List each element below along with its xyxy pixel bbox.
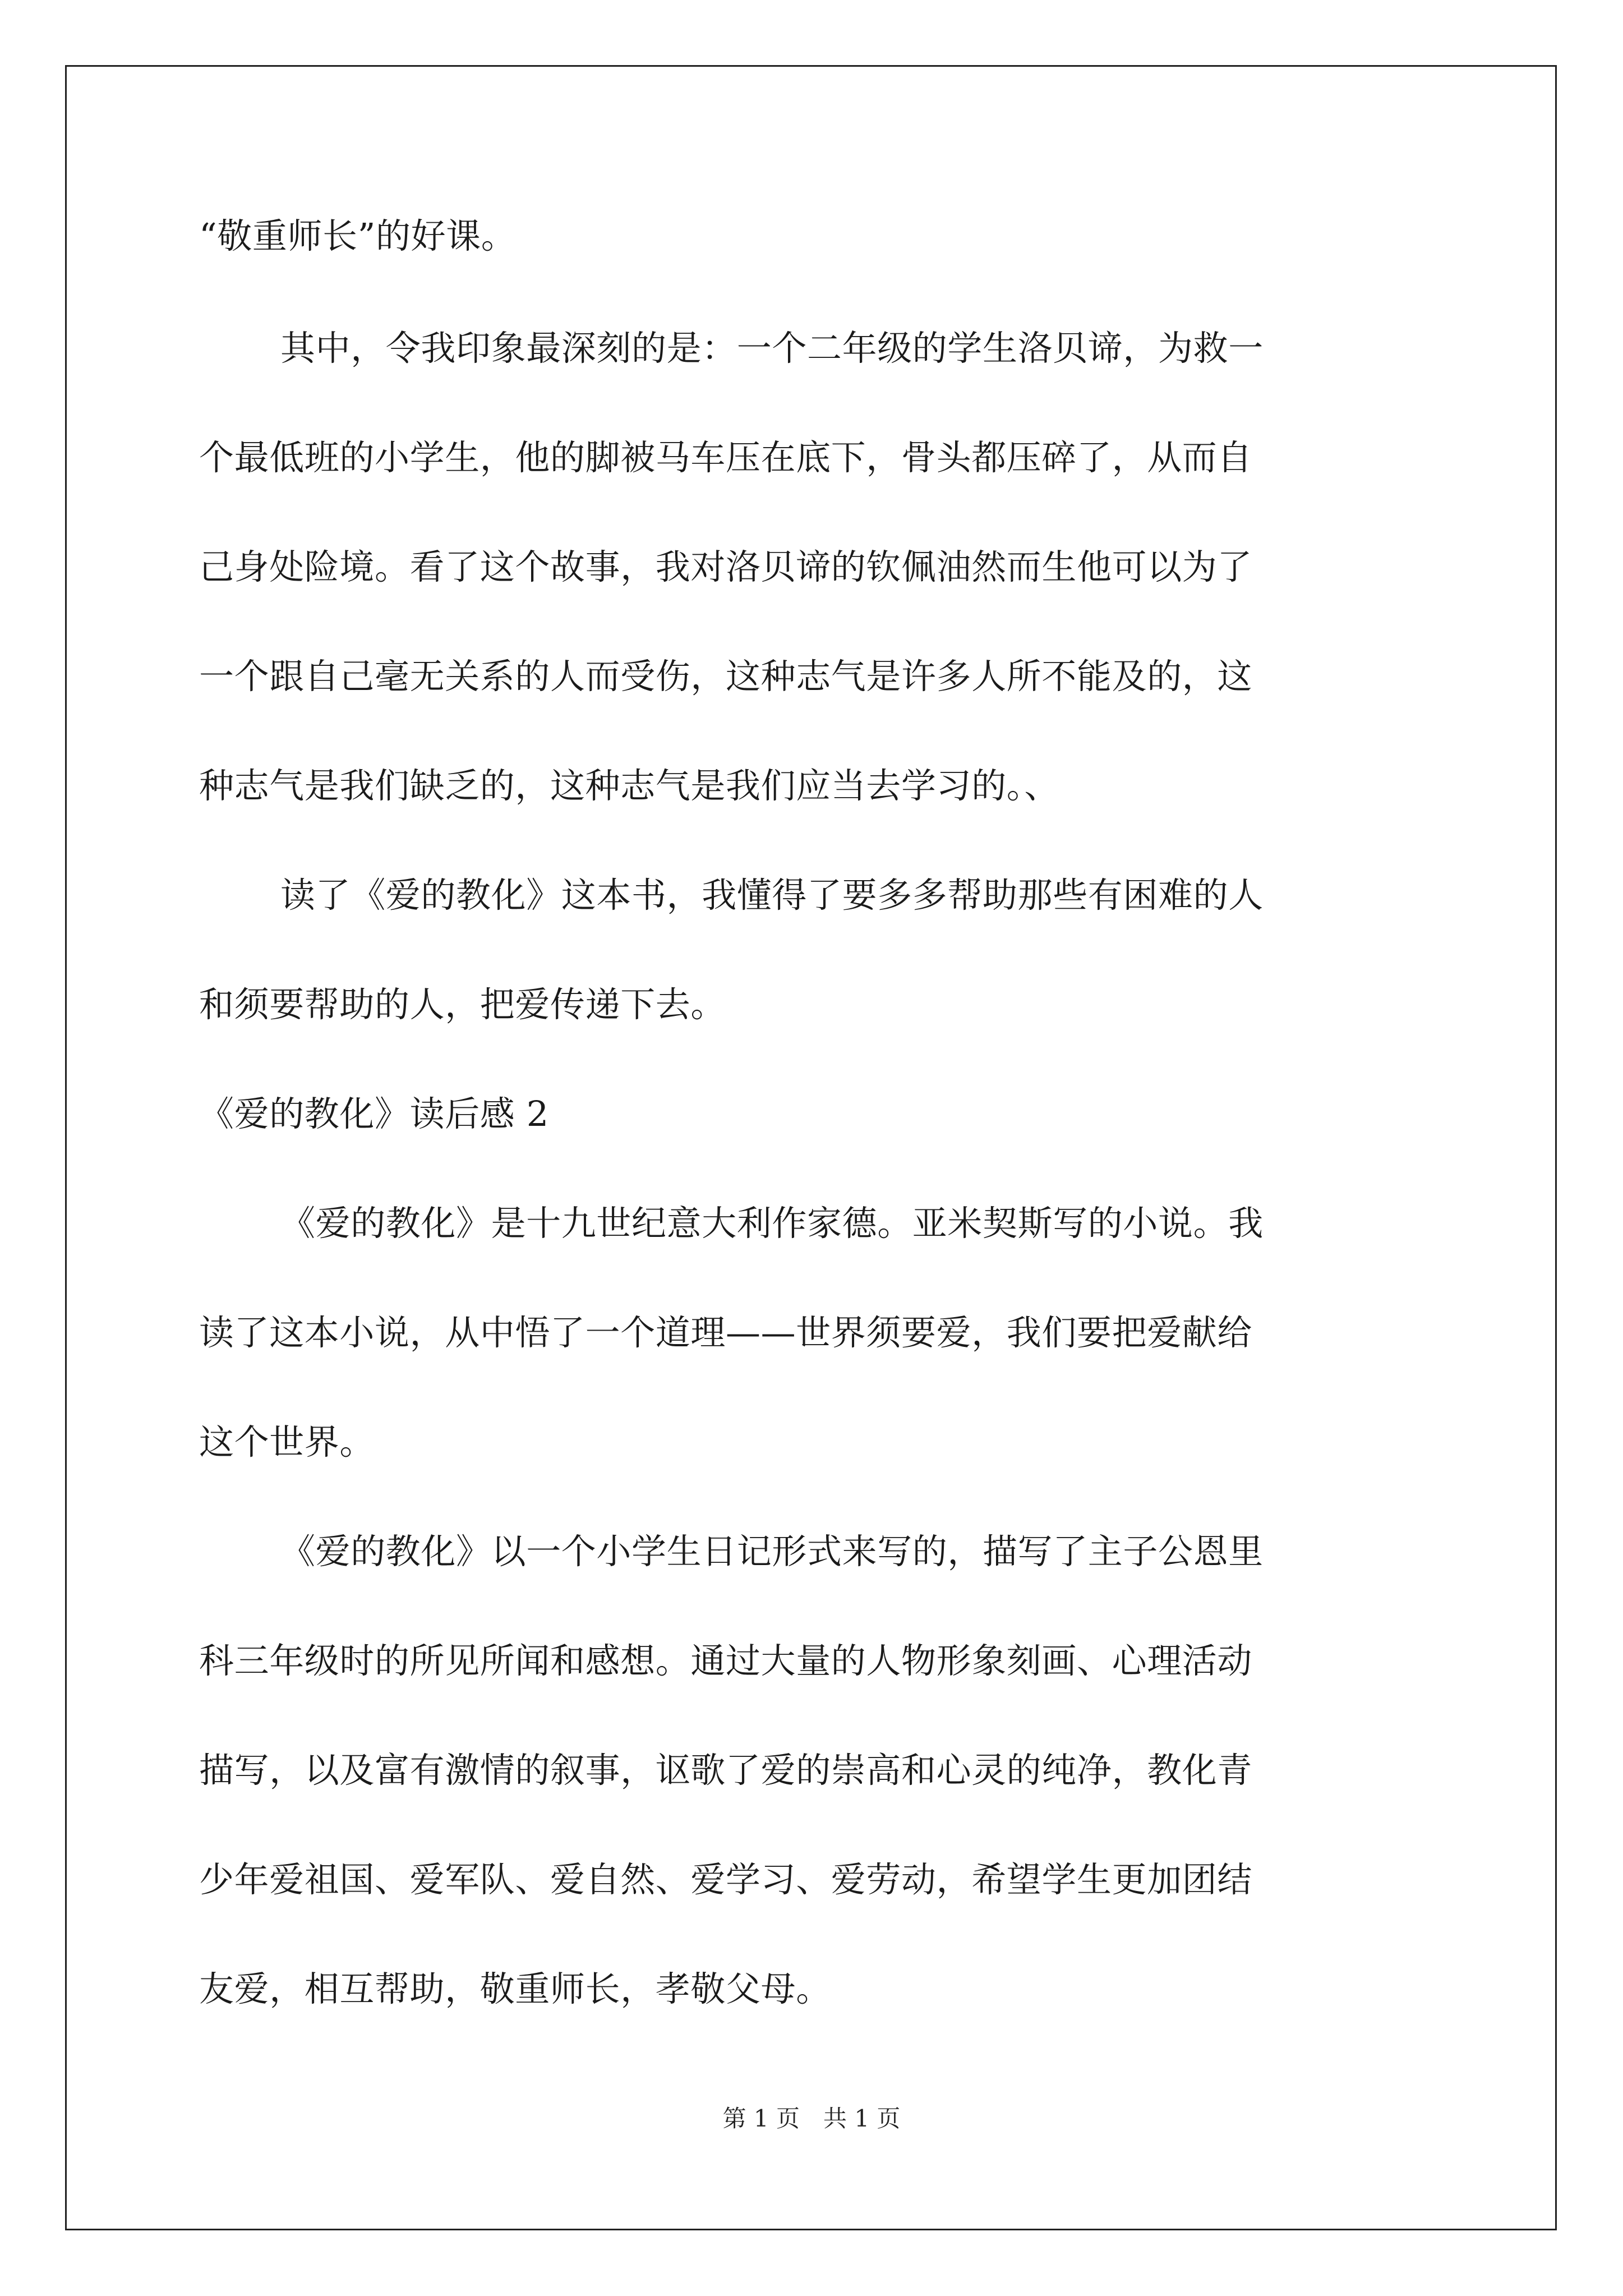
- text-line: 个最低班的小学生，他的脚被马车压在底下，骨头都压碎了，从而自: [199, 437, 1253, 478]
- text-line: 其中，令我印象最深刻的是：一个二年级的学生洛贝谛，为救一: [280, 328, 1264, 369]
- text-line: 《爱的教化》是十九世纪意大利作家德。亚米契斯写的小说。我: [280, 1203, 1264, 1244]
- text-line: 《爱的教化》以一个小学生日记形式来写的，描写了主子公恩里: [280, 1531, 1264, 1572]
- text-line: 描写，以及富有激情的叙事，讴歌了爱的崇高和心灵的纯净，教化青: [199, 1750, 1253, 1791]
- text-line: 种志气是我们缺乏的，这种志气是我们应当去学习的。、: [199, 765, 1060, 806]
- text-line: 己身处险境。看了这个故事，我对洛贝谛的钦佩油然而生他可以为了: [199, 546, 1253, 587]
- text-line: 友爱，相互帮助，敬重师长，孝敬父母。: [199, 1968, 831, 2009]
- text-line: “敬重师长”的好课。: [199, 215, 517, 256]
- text-line: 一个跟自己毫无关系的人而受伤，这种志气是许多人所不能及的，这: [199, 656, 1253, 697]
- text-line: 科三年级时的所见所闻和感想。通过大量的人物形象刻画、心理活动: [199, 1640, 1253, 1681]
- text-line: 读了这本小说，从中悟了一个道理——世界须要爱，我们要把爱献给: [199, 1312, 1253, 1353]
- page-number: 第 1 页 共 1 页: [722, 2105, 901, 2132]
- section-heading: 《爱的教化》读后感 2: [199, 1093, 549, 1134]
- page-border: [65, 65, 1557, 2230]
- text-line: 读了《爱的教化》这本书，我懂得了要多多帮助那些有困难的人: [280, 875, 1264, 915]
- text-line: 这个世界。: [199, 1421, 375, 1462]
- text-line: 和须要帮助的人，把爱传递下去。: [199, 984, 726, 1025]
- text-line: 少年爱祖国、爱军队、爱自然、爱学习、爱劳动，希望学生更加团结: [199, 1859, 1253, 1900]
